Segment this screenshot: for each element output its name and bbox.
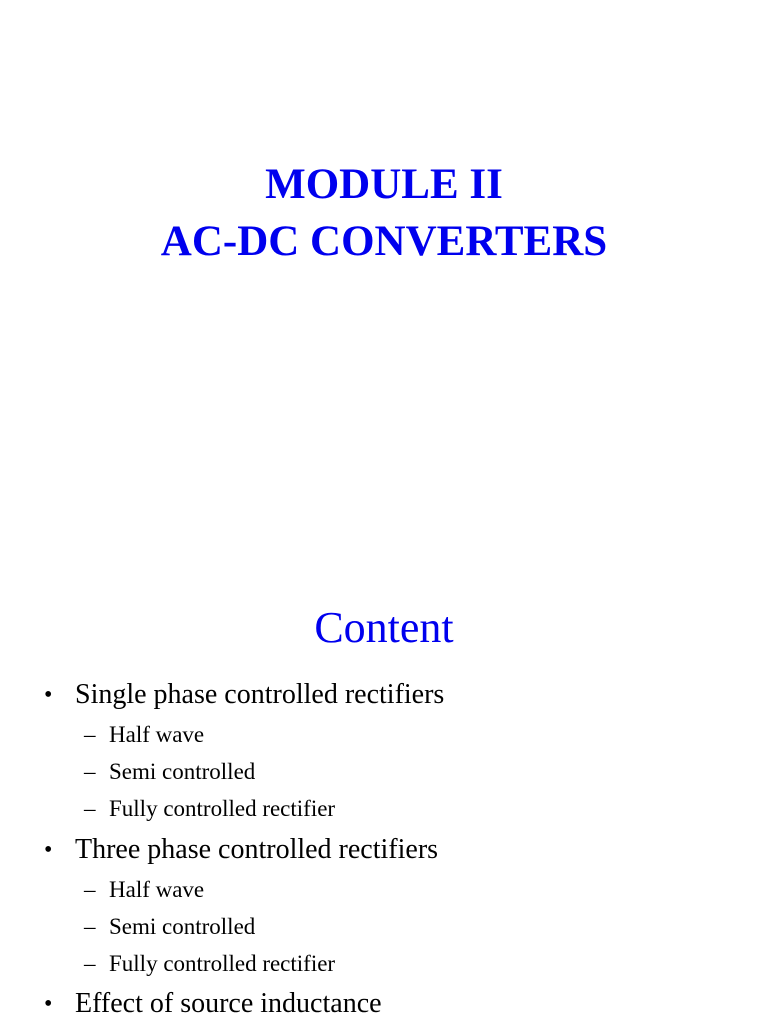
bullet-icon: • [44, 837, 53, 863]
dash-icon: – [84, 914, 96, 939]
sub-item-label: Semi controlled [109, 914, 256, 939]
dash-icon: – [84, 877, 96, 902]
bullet-icon: • [44, 991, 53, 1017]
slide-title [0, 156, 768, 270]
sub-item-half-wave [84, 721, 204, 749]
sub-item-label: Fully controlled rectifier [109, 796, 336, 821]
dash-icon: – [84, 759, 96, 784]
sub-item-label: Fully controlled rectifier [109, 951, 336, 976]
sub-item-label: Semi controlled [109, 759, 256, 784]
bullet-item-single-phase [44, 678, 444, 712]
bullet-icon: • [44, 682, 53, 708]
sub-item-semi-controlled [84, 758, 255, 786]
content-heading: Content [314, 603, 454, 652]
sub-item-label: Half wave [109, 877, 205, 902]
bullet-label: Effect of source inductance [75, 988, 382, 1019]
dash-icon: – [84, 796, 96, 821]
bullet-item-three-phase [44, 833, 438, 867]
title-line-topic: AC-DC CONVERTERS [160, 218, 608, 265]
sub-item-fully-controlled [84, 950, 335, 978]
sub-item-label: Half wave [109, 722, 205, 747]
dash-icon: – [84, 951, 96, 976]
sub-item-fully-controlled [84, 795, 335, 823]
dash-icon: – [84, 722, 96, 747]
bullet-label: Single phase controlled rectifiers [75, 679, 445, 710]
sub-item-half-wave [84, 876, 204, 904]
title-line-module: MODULE II [265, 161, 503, 208]
sub-item-semi-controlled [84, 913, 255, 941]
bullet-item-source-inductance [44, 987, 382, 1021]
bullet-label: Three phase controlled rectifiers [75, 834, 439, 865]
